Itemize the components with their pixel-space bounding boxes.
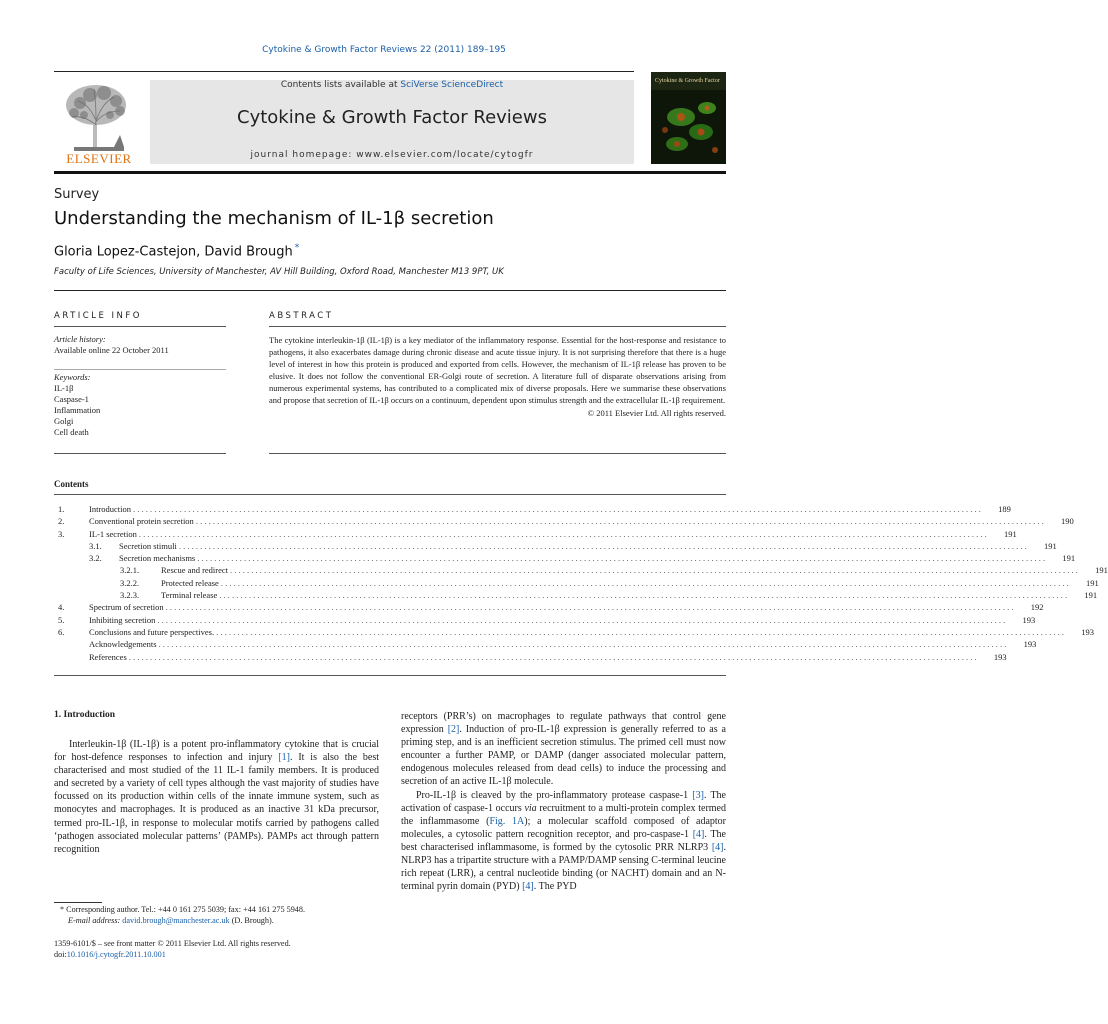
toc-entry[interactable]	[54, 638, 1037, 650]
text-run: ); a molecular scaffold composed of adaptor molecules, a cytosolic pattern recognition receptor, and pro-caspase-1	[401, 815, 727, 840]
toc-number: 3.	[58, 528, 65, 539]
footnote-rule	[54, 902, 102, 903]
history-label: Article history:	[54, 334, 106, 344]
text-run: recruitment to a multi-protein complex termed the inflammasome (	[401, 802, 726, 827]
toc-number: 4.	[58, 602, 65, 613]
toc-number: 3.1.	[89, 540, 102, 551]
abstract-text: The cytokine interleukin-1β (IL-1β) is a key mediator of the inflammatory response. Essential for the host-response and resistance to pathogens, it also exacerbates damage during chronic disease and acute tissue injury. It is not surprising therefore that there is a huge level of interest in how this protein is produced and exported from cells. However, the mechanism of IL-1β release has proven to be elusive. It does not follow the conventional ER-Golgi route of secretion. A literature full of disparate observations arising from numerous experimental systems, has contributed to a complicated mix of diverse proposals. Here we summarise these observations and propose that secretion of IL-1β occurs on a continuum, dependent upon stimulus strength and the extracellular IL-1β requirement.	[269, 335, 726, 406]
journal-reference[interactable]: Cytokine & Growth Factor Reviews 22 (2011) 189–195	[262, 45, 506, 55]
toc-entry[interactable]	[54, 564, 1108, 576]
toc-page-number: 189	[998, 504, 1011, 514]
toc-number: 3.2.2.	[120, 577, 140, 588]
cover-title: Cytokine & Growth Factor	[655, 78, 720, 84]
divider	[54, 675, 726, 676]
toc-entry[interactable]	[54, 601, 1044, 613]
keywords-label: Keywords:	[54, 372, 91, 382]
keyword: Golgi	[54, 416, 74, 426]
toc-leader-dots: . . . . . . . . . . . . . . . . . . . . . . . . . . . . . . . . . . . . . . . . . . . . . . . . . . . . . . . . . . . . . . . . . . . . . . . . . . . . . . . . . . . . . . . . . . . . . . . . . . . . . . . . . . . . . . . . . . . . . . . . . . . . . . . . . . . . . . . . . . . . . . . . . . . . . . . . . . . . . . . . . . . . . . . . . . . . . . . . . . . . . . . . . . . . . . . . . . . . . . . .	[230, 565, 1078, 576]
toc-title[interactable]: Rescue and redirect	[161, 565, 229, 576]
text-run: . It is also the best characterised and most studied of the 11 IL-1 family members. It is produced and secreted by a variety of cell types although the vast majority of studies have focussed on its production within cells of the innate immune system, such as monocytes and macrophages. It is produced as an inactive 31 kDa precursor, termed pro-IL-1β, in response to molecular motifs carried by pathogens called ‘pathogen associated molecular patterns’ (PAMPs). PAMPs act through pattern recognition	[54, 752, 379, 855]
divider	[54, 494, 726, 495]
toc-title[interactable]: Spectrum of secretion	[89, 602, 164, 613]
toc-leader-dots: . . . . . . . . . . . . . . . . . . . . . . . . . . . . . . . . . . . . . . . . . . . . . . . . . . . . . . . . . . . . . . . . . . . . . . . . . . . . . . . . . . . . . . . . . . . . . . . . . . . . . . . . . . . . . . . . . . . . . . . . . . . . . . . . . . . . . . . . . . . . . . . . . . . . . . . . . . . . . . . . . . . . . . . . . . . . . . . . . . . . . . . . . . . . . . . . . . . . . . . .	[165, 602, 1014, 613]
text-run: via	[524, 802, 537, 814]
divider	[54, 326, 226, 327]
citation-link[interactable]: [4]	[711, 841, 724, 853]
toc-title[interactable]: Secretion stimuli	[119, 540, 177, 551]
body-column-right	[401, 710, 726, 893]
toc-page-number: 193	[993, 651, 1007, 662]
elsevier-logo	[54, 75, 144, 165]
article-info-heading: ARTICLE INFO	[54, 311, 142, 321]
issn-block	[54, 938, 384, 960]
toc-entry[interactable]	[54, 651, 1007, 663]
toc-leader-dots: . . . . . . . . . . . . . . . . . . . . . . . . . . . . . . . . . . . . . . . . . . . . . . . . . . . . . . . . . . . . . . . . . . . . . . . . . . . . . . . . . . . . . . . . . . . . . . . . . . . . . . . . . . . . . . . . . . . . . . . . . . . . . . . . . . . . . . . . . . . . . . . . . . . . . . . . . . . . . . . . . . . . . . . . . . . . . . . . . . . . . . . . . . . . . . . . . . . . . . . .	[138, 528, 987, 539]
email-suffix: (D. Brough).	[229, 916, 274, 925]
toc-entry[interactable]	[54, 540, 1057, 552]
toc-title[interactable]: Secretion mechanisms	[119, 553, 196, 564]
toc-entry[interactable]	[54, 552, 1076, 564]
authors	[54, 243, 299, 259]
header-rule-bottom	[54, 171, 726, 174]
article-type: Survey	[54, 187, 100, 202]
contents-available-line	[150, 80, 634, 90]
journal-homepage-link[interactable]: journal homepage: www.elsevier.com/locate/cytogfr	[250, 150, 534, 160]
header-rule-top	[54, 71, 634, 72]
toc-leader-dots: . . . . . . . . . . . . . . . . . . . . . . . . . . . . . . . . . . . . . . . . . . . . . . . . . . . . . . . . . . . . . . . . . . . . . . . . . . . . . . . . . . . . . . . . . . . . . . . . . . . . . . . . . . . . . . . . . . . . . . . . . . . . . . . . . . . . . . . . . . . . . . . . . . . . . . . . . . . . . . . . . . . . . . . . . . . . . . . . . . . . . . . . . . . . . . . . . . . . . . . .	[197, 553, 1046, 564]
toc-leader-dots: . . . . . . . . . . . . . . . . . . . . . . . . . . . . . . . . . . . . . . . . . . . . . . . . . . . . . . . . . . . . . . . . . . . . . . . . . . . . . . . . . . . . . . . . . . . . . . . . . . . . . . . . . . . . . . . . . . . . . . . . . . . . . . . . . . . . . . . . . . . . . . . . . . . . . . . . . . . . . . . . . . . . . . . . . . . . . . . . . . . . . . . . . . . . . . . . . . . . . . . .	[219, 590, 1068, 601]
paragraph	[401, 789, 726, 894]
divider	[269, 326, 726, 327]
corresponding-author-footnote	[54, 904, 384, 926]
toc-title[interactable]: Inhibiting secretion	[89, 614, 156, 625]
section-heading-introduction: 1. Introduction	[54, 710, 116, 720]
tree-logo-icon	[54, 75, 144, 165]
citation-link[interactable]: Fig. 1A	[489, 815, 525, 827]
affiliation: Faculty of Life Sciences, University of Manchester, AV Hill Building, Oxford Road, Manchester M13 9PT, UK	[54, 267, 504, 277]
corresponding-author-mark[interactable]: *	[294, 243, 300, 253]
publisher-name: ELSEVIER	[66, 151, 132, 166]
paragraph	[54, 738, 379, 856]
toc-page-number: 191	[1004, 528, 1017, 539]
toc-number: 3.2.	[89, 553, 102, 564]
toc-number: 3.2.1.	[120, 565, 140, 576]
toc-leader-dots: . . . . . . . . . . . . . . . . . . . . . . . . . . . . . . . . . . . . . . . . . . . . . . . . . . . . . . . . . . . . . . . . . . . . . . . . . . . . . . . . . . . . . . . . . . . . . . . . . . . . . . . . . . . . . . . . . . . . . . . . . . . . . . . . . . . . . . . . . . . . . . . . . . . . . . . . . . . . . . . . . . . . . . . . . . . . . . . . . . . . . . . . . . . . . . . . . . . . . . . .	[133, 504, 981, 514]
abstract-heading: ABSTRACT	[269, 311, 334, 321]
sciencedirect-link[interactable]: SciVerse ScienceDirect	[400, 80, 504, 90]
toc-leader-dots: . . . . . . . . . . . . . . . . . . . . . . . . . . . . . . . . . . . . . . . . . . . . . . . . . . . . . . . . . . . . . . . . . . . . . . . . . . . . . . . . . . . . . . . . . . . . . . . . . . . . . . . . . . . . . . . . . . . . . . . . . . . . . . . . . . . . . . . . . . . . . . . . . . . . . . . . . . . . . . . . . . . . . . . . . . . . . . . . . . . . . . . . . . . . . . . . . . . . . . . .	[157, 614, 1006, 625]
toc-page-number: 193	[1023, 639, 1037, 650]
journal-cover-thumbnail[interactable]	[651, 72, 726, 164]
keyword: Cell death	[54, 427, 89, 437]
divider	[269, 453, 726, 454]
toc-entry[interactable]	[54, 614, 1036, 626]
keyword: Inflammation	[54, 405, 101, 415]
abstract-body	[269, 334, 726, 419]
text-run: Pro-IL-1β is cleaved by the pro-inflammatory protease caspase-1	[416, 789, 693, 801]
toc-title[interactable]: Introduction	[89, 504, 132, 514]
keyword: IL-1β	[54, 383, 74, 393]
email-link[interactable]: david.brough@manchester.ac.uk	[122, 916, 230, 925]
toc-number: 2.	[58, 516, 65, 527]
issn-line: 1359-6101/$ – see front matter © 2011 Elsevier Ltd. All rights reserved.	[54, 939, 291, 948]
email-label: E-mail address:	[68, 916, 121, 925]
toc-leader-dots: . . . . . . . . . . . . . . . . . . . . . . . . . . . . . . . . . . . . . . . . . . . . . . . . . . . . . . . . . . . . . . . . . . . . . . . . . . . . . . . . . . . . . . . . . . . . . . . . . . . . . . . . . . . . . . . . . . . . . . . . . . . . . . . . . . . . . . . . . . . . . . . . . . . . . . . . . . . . . . . . . . . . . . . . . . . . . . . . . . . . . . . . . . . . . . . . . . . . . . . .	[158, 639, 1007, 650]
divider	[54, 290, 726, 291]
text-run: . The best characterised inflammasome, is formed by the cytosolic PRR NLRP3	[401, 828, 726, 853]
toc-number: 1.	[58, 504, 65, 514]
doi-link[interactable]: 10.1016/j.cytogfr.2011.10.001	[66, 950, 166, 959]
toc-leader-dots: . . . . . . . . . . . . . . . . . . . . . . . . . . . . . . . . . . . . . . . . . . . . . . . . . . . . . . . . . . . . . . . . . . . . . . . . . . . . . . . . . . . . . . . . . . . . . . . . . . . . . . . . . . . . . . . . . . . . . . . . . . . . . . . . . . . . . . . . . . . . . . . . . . . . . . . . . . . . . . . . . . . . . . . . . . . . . . . . . . . . . . . . . . . . . . . . . . . . . . . .	[220, 577, 1069, 588]
citation-link[interactable]: [4]	[692, 828, 705, 840]
toc-entry[interactable]	[54, 528, 1017, 540]
doi-label: doi:	[54, 950, 67, 959]
toc-page-number: 191	[1043, 540, 1057, 551]
toc-title[interactable]: References	[89, 651, 127, 662]
footnote-mark: *	[60, 905, 65, 914]
text-run: . The PYD	[533, 881, 577, 893]
citation-link[interactable]: [1]	[278, 752, 290, 764]
toc-number	[54, 638, 89, 650]
citation-link[interactable]: [4]	[522, 881, 534, 893]
author-names: Gloria Lopez-Castejon, David Brough	[54, 244, 293, 260]
article-history	[54, 334, 226, 356]
body-column-left	[54, 738, 379, 856]
toc-entry[interactable]	[54, 577, 1099, 589]
toc-leader-dots: . . . . . . . . . . . . . . . . . . . . . . . . . . . . . . . . . . . . . . . . . . . . . . . . . . . . . . . . . . . . . . . . . . . . . . . . . . . . . . . . . . . . . . . . . . . . . . . . . . . . . . . . . . . . . . . . . . . . . . . . . . . . . . . . . . . . . . . . . . . . . . . . . . . . . . . . . . . . . . . . . . . . . . . . . . . . . . . . . . . . . . . . . . . . . . . . . . . . . . . .	[216, 626, 1064, 637]
keyword: Caspase-1	[54, 394, 89, 404]
toc-page-number: 191	[1084, 590, 1098, 601]
toc-page-number: 191	[1095, 565, 1108, 576]
toc-number: 5.	[58, 614, 65, 625]
footnote-text: Corresponding author. Tel.: +44 0 161 275 5039; fax: +44 161 275 5948.	[66, 905, 306, 914]
toc-title[interactable]: IL-1 secretion	[89, 528, 137, 539]
article-title: Understanding the mechanism of IL-1β secretion	[54, 208, 494, 229]
text-run: . Induction of pro-IL-1β expression is generally referred to as a priming step, and is an inefficient secretion stimulus. The primed cell must now encounter a further PAMP, or DAMP (danger associated molecular pattern, endogenous molecules released from dead cells) to induce the processing and secretion of an active IL-1β molecule.	[401, 724, 726, 788]
toc-leader-dots: . . . . . . . . . . . . . . . . . . . . . . . . . . . . . . . . . . . . . . . . . . . . . . . . . . . . . . . . . . . . . . . . . . . . . . . . . . . . . . . . . . . . . . . . . . . . . . . . . . . . . . . . . . . . . . . . . . . . . . . . . . . . . . . . . . . . . . . . . . . . . . . . . . . . . . . . . . . . . . . . . . . . . . . . . . . . . . . . . . . . . . . . . . . . . . . . . . . . . . . .	[128, 651, 977, 662]
divider	[54, 369, 226, 370]
table-of-contents	[54, 503, 1108, 663]
toc-entry[interactable]	[54, 626, 1094, 638]
paragraph	[401, 710, 726, 789]
toc-number: 3.2.3.	[120, 590, 140, 601]
contents-available-prefix: Contents lists available at	[280, 80, 401, 90]
journal-title: Cytokine & Growth Factor Reviews	[237, 107, 547, 128]
text-run: . The activation of caspase-1 occurs	[401, 789, 726, 814]
toc-page-number: 191	[1062, 553, 1076, 564]
toc-title[interactable]: Protected release	[161, 577, 219, 588]
keywords	[54, 372, 226, 438]
toc-page-number: 191	[1085, 577, 1099, 588]
toc-number	[54, 651, 89, 663]
toc-leader-dots: . . . . . . . . . . . . . . . . . . . . . . . . . . . . . . . . . . . . . . . . . . . . . . . . . . . . . . . . . . . . . . . . . . . . . . . . . . . . . . . . . . . . . . . . . . . . . . . . . . . . . . . . . . . . . . . . . . . . . . . . . . . . . . . . . . . . . . . . . . . . . . . . . . . . . . . . . . . . . . . . . . . . . . . . . . . . . . . . . . . . . . . . . . . . . . . . . . . . . . . .	[195, 516, 1044, 527]
text-run: . NLRP3 has a tripartite structure with a PAMP/DAMP sensing C-terminal leucine rich repeat (LRR), a central nucleotide binding (or NACHT) domain and an N-terminal pyrin domain (PYD)	[401, 841, 726, 893]
toc-entry[interactable]	[54, 589, 1098, 601]
toc-page-number: 193	[1081, 626, 1094, 637]
toc-page-number: 193	[1022, 614, 1036, 625]
citation-link[interactable]: [3]	[692, 789, 704, 801]
text-run: Interleukin-1β (IL-1β) is a potent pro-inflammatory cytokine that is crucial for host-defence responses to infection and injury	[54, 739, 379, 764]
contents-heading: Contents	[54, 479, 89, 489]
toc-page-number: 190	[1060, 516, 1074, 527]
toc-number: 6.	[58, 626, 65, 637]
citation-link[interactable]: [2]	[447, 724, 460, 736]
toc-title[interactable]: Acknowledgements	[89, 639, 157, 650]
history-value: Available online 22 October 2011	[54, 345, 169, 355]
toc-leader-dots: . . . . . . . . . . . . . . . . . . . . . . . . . . . . . . . . . . . . . . . . . . . . . . . . . . . . . . . . . . . . . . . . . . . . . . . . . . . . . . . . . . . . . . . . . . . . . . . . . . . . . . . . . . . . . . . . . . . . . . . . . . . . . . . . . . . . . . . . . . . . . . . . . . . . . . . . . . . . . . . . . . . . . . . . . . . . . . . . . . . . . . . . . . . . . . . . . . . . . . . .	[178, 540, 1027, 551]
toc-title[interactable]: Conventional protein secretion	[89, 516, 194, 527]
toc-title[interactable]: Conclusions and future perspectives.	[89, 626, 215, 637]
toc-entry[interactable]	[54, 503, 1011, 515]
divider	[54, 453, 226, 454]
text-run: receptors (PRR’s) on macrophages to regulate pathways that control gene expression	[401, 711, 726, 736]
toc-title[interactable]: Terminal release	[161, 590, 218, 601]
abstract-copyright: © 2011 Elsevier Ltd. All rights reserved.	[587, 407, 726, 418]
toc-page-number: 192	[1030, 602, 1044, 613]
toc-entry[interactable]	[54, 515, 1074, 527]
